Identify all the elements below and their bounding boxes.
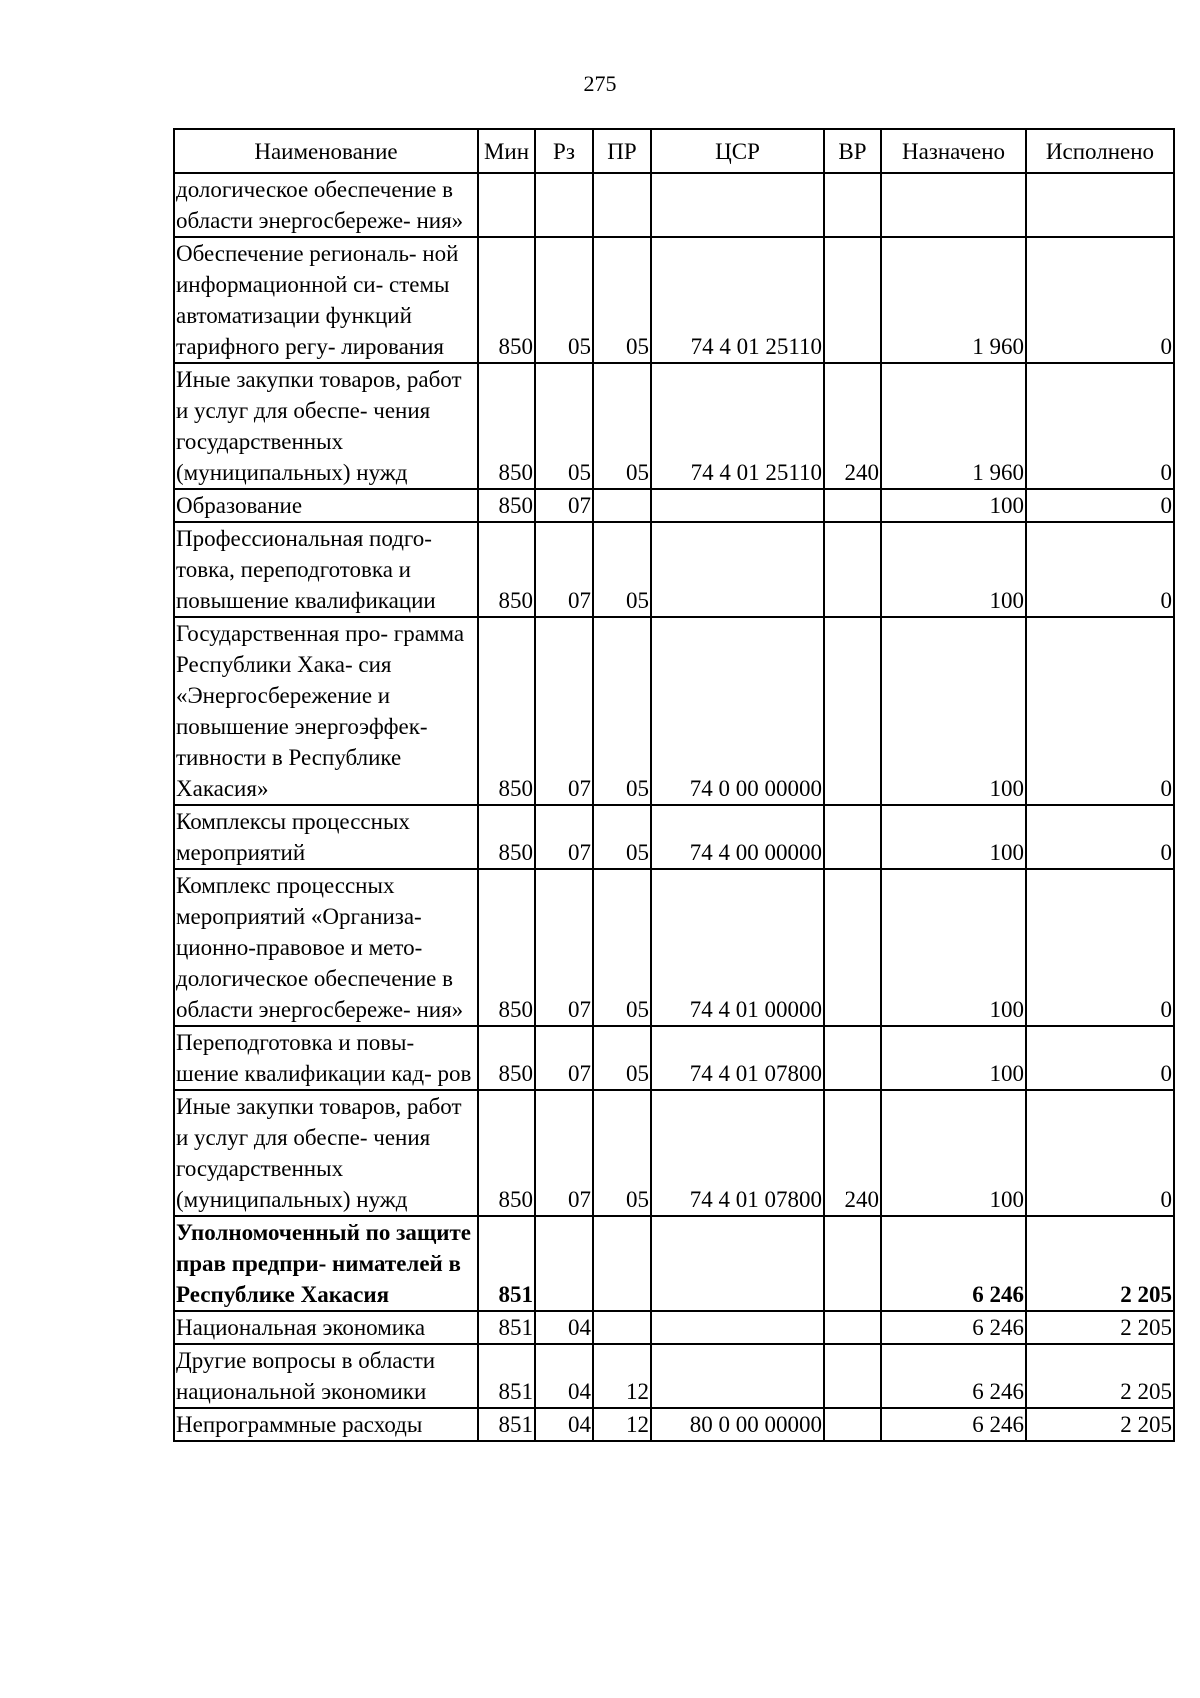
row-rz: 05 xyxy=(535,237,593,363)
row-min: 850 xyxy=(478,1026,535,1090)
row-vr xyxy=(824,173,881,237)
row-csr: 74 4 01 00000 xyxy=(651,869,824,1026)
row-rz: 07 xyxy=(535,805,593,869)
row-min: 851 xyxy=(478,1311,535,1344)
row-vr: 240 xyxy=(824,363,881,489)
row-name: Другие вопросы в области национальной экономики xyxy=(174,1344,478,1408)
row-assigned xyxy=(881,173,1026,237)
row-executed: 0 xyxy=(1026,869,1174,1026)
row-min: 850 xyxy=(478,805,535,869)
row-rz xyxy=(535,173,593,237)
row-executed xyxy=(1026,173,1174,237)
row-executed: 0 xyxy=(1026,617,1174,805)
row-executed: 0 xyxy=(1026,522,1174,617)
header-executed: Исполнено xyxy=(1026,129,1174,173)
row-pr: 05 xyxy=(593,522,651,617)
row-executed: 0 xyxy=(1026,1090,1174,1216)
row-executed: 0 xyxy=(1026,363,1174,489)
header-name: Наименование xyxy=(174,129,478,173)
row-min: 851 xyxy=(478,1344,535,1408)
table-row xyxy=(174,1311,1174,1344)
header-vr: ВР xyxy=(824,129,881,173)
header-assigned: Назначено xyxy=(881,129,1026,173)
row-pr xyxy=(593,173,651,237)
row-executed: 0 xyxy=(1026,805,1174,869)
row-csr xyxy=(651,1311,824,1344)
row-executed: 2 205 xyxy=(1026,1344,1174,1408)
table-row xyxy=(174,1408,1174,1441)
row-assigned: 100 xyxy=(881,869,1026,1026)
row-name: Комплексы процессных мероприятий xyxy=(174,805,478,869)
row-csr xyxy=(651,522,824,617)
row-pr: 05 xyxy=(593,1090,651,1216)
row-executed: 0 xyxy=(1026,1026,1174,1090)
row-assigned: 100 xyxy=(881,522,1026,617)
row-rz: 07 xyxy=(535,1090,593,1216)
table-row xyxy=(174,869,1174,1026)
row-assigned: 6 246 xyxy=(881,1344,1026,1408)
row-name: Иные закупки товаров, работ и услуг для обеспе- чения государственных (муниципальных) нужд xyxy=(174,1090,478,1216)
page-number: 275 xyxy=(583,71,617,96)
row-min: 850 xyxy=(478,1090,535,1216)
row-min: 850 xyxy=(478,237,535,363)
row-rz: 04 xyxy=(535,1344,593,1408)
row-name: Государственная про- грамма Республики Хака- сия «Энергосбережение и повышение энергоэффек- тивности в Республике Хакасия» xyxy=(174,617,478,805)
row-rz: 07 xyxy=(535,869,593,1026)
row-name: Образование xyxy=(174,489,478,522)
table-row xyxy=(174,805,1174,869)
row-pr: 05 xyxy=(593,363,651,489)
row-pr: 12 xyxy=(593,1408,651,1441)
row-assigned: 6 246 xyxy=(881,1311,1026,1344)
row-name: Непрограммные расходы xyxy=(174,1408,478,1441)
row-min: 850 xyxy=(478,522,535,617)
row-rz: 07 xyxy=(535,1026,593,1090)
row-csr xyxy=(651,1216,824,1311)
row-pr: 05 xyxy=(593,617,651,805)
row-csr: 74 4 01 25110 xyxy=(651,237,824,363)
table-row xyxy=(174,489,1174,522)
row-pr: 05 xyxy=(593,805,651,869)
row-assigned: 1 960 xyxy=(881,237,1026,363)
row-executed: 0 xyxy=(1026,489,1174,522)
table-row xyxy=(174,237,1174,363)
row-csr: 74 4 01 25110 xyxy=(651,363,824,489)
header-pr: ПР xyxy=(593,129,651,173)
row-min: 850 xyxy=(478,363,535,489)
row-csr: 74 4 01 07800 xyxy=(651,1026,824,1090)
row-pr xyxy=(593,1216,651,1311)
row-rz: 07 xyxy=(535,617,593,805)
row-assigned: 6 246 xyxy=(881,1216,1026,1311)
row-vr xyxy=(824,1408,881,1441)
row-min: 850 xyxy=(478,617,535,805)
row-assigned: 100 xyxy=(881,489,1026,522)
row-name: Переподготовка и повы- шение квалификации кад- ров xyxy=(174,1026,478,1090)
row-min: 850 xyxy=(478,869,535,1026)
header-row xyxy=(174,129,1174,173)
row-min: 851 xyxy=(478,1408,535,1441)
row-rz: 05 xyxy=(535,363,593,489)
row-executed: 2 205 xyxy=(1026,1216,1174,1311)
row-min: 850 xyxy=(478,489,535,522)
row-assigned: 100 xyxy=(881,617,1026,805)
row-vr xyxy=(824,805,881,869)
row-pr xyxy=(593,489,651,522)
row-vr xyxy=(824,1026,881,1090)
budget-table xyxy=(173,128,1175,1442)
row-executed: 2 205 xyxy=(1026,1311,1174,1344)
row-name: Национальная экономика xyxy=(174,1311,478,1344)
table-row xyxy=(174,1216,1174,1311)
row-pr: 05 xyxy=(593,237,651,363)
row-name: Обеспечение региональ- ной информационной си- стемы автоматизации функций тарифного регу- лирования xyxy=(174,237,478,363)
table-row xyxy=(174,173,1174,237)
row-vr xyxy=(824,617,881,805)
row-assigned: 6 246 xyxy=(881,1408,1026,1441)
row-vr xyxy=(824,522,881,617)
table-row xyxy=(174,1344,1174,1408)
row-vr: 240 xyxy=(824,1090,881,1216)
row-rz: 04 xyxy=(535,1408,593,1441)
row-name: дологическое обеспечение в области энергосбереже- ния» xyxy=(174,173,478,237)
row-pr xyxy=(593,1311,651,1344)
row-executed: 2 205 xyxy=(1026,1408,1174,1441)
row-name: Комплекс процессных мероприятий «Организа- ционно-правовое и мето- дологическое обеспечение в области энергосбереже- ния» xyxy=(174,869,478,1026)
row-vr xyxy=(824,869,881,1026)
row-rz: 07 xyxy=(535,522,593,617)
row-executed: 0 xyxy=(1026,237,1174,363)
row-csr: 74 4 00 00000 xyxy=(651,805,824,869)
table-row xyxy=(174,522,1174,617)
row-vr xyxy=(824,1311,881,1344)
table-row xyxy=(174,1090,1174,1216)
table-row xyxy=(174,363,1174,489)
header-rz: Рз xyxy=(535,129,593,173)
row-min: 851 xyxy=(478,1216,535,1311)
row-vr xyxy=(824,489,881,522)
row-csr xyxy=(651,173,824,237)
row-vr xyxy=(824,237,881,363)
row-csr: 74 0 00 00000 xyxy=(651,617,824,805)
row-name: Иные закупки товаров, работ и услуг для обеспе- чения государственных (муниципальных) нужд xyxy=(174,363,478,489)
row-name: Профессиональная подго- товка, переподготовка и повышение квалификации xyxy=(174,522,478,617)
row-min xyxy=(478,173,535,237)
row-assigned: 100 xyxy=(881,805,1026,869)
row-pr: 05 xyxy=(593,869,651,1026)
header-min: Мин xyxy=(478,129,535,173)
row-csr xyxy=(651,489,824,522)
row-assigned: 1 960 xyxy=(881,363,1026,489)
row-vr xyxy=(824,1216,881,1311)
row-assigned: 100 xyxy=(881,1090,1026,1216)
row-rz xyxy=(535,1216,593,1311)
row-csr: 74 4 01 07800 xyxy=(651,1090,824,1216)
table-row xyxy=(174,1026,1174,1090)
row-rz: 04 xyxy=(535,1311,593,1344)
row-pr: 05 xyxy=(593,1026,651,1090)
row-csr xyxy=(651,1344,824,1408)
row-csr: 80 0 00 00000 xyxy=(651,1408,824,1441)
row-vr xyxy=(824,1344,881,1408)
row-rz: 07 xyxy=(535,489,593,522)
header-csr: ЦСР xyxy=(651,129,824,173)
table-row xyxy=(174,617,1174,805)
row-pr: 12 xyxy=(593,1344,651,1408)
row-name: Уполномоченный по защите прав предпри- нимателей в Республике Хакасия xyxy=(174,1216,478,1311)
row-assigned: 100 xyxy=(881,1026,1026,1090)
